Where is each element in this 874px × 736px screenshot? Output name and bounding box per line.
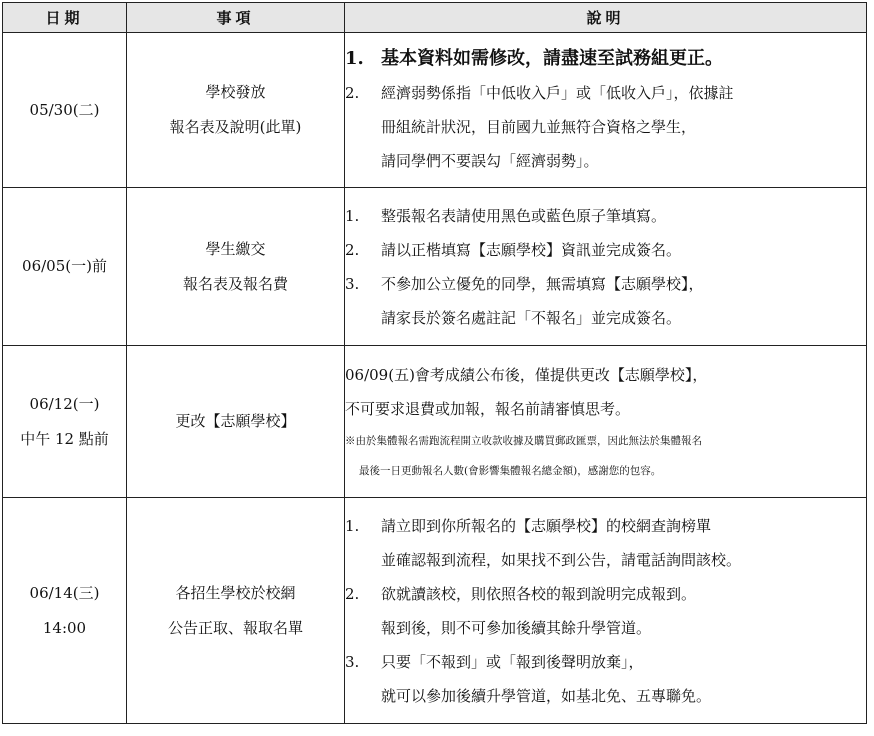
description-line: 不可要求退費或加報，報名前請審慎思考。	[345, 399, 631, 418]
item-text: 不參加公立優免的同學，無需填寫【志願學校】，	[381, 274, 704, 293]
item-continuation: 報到後，則不可參加後續其餘升學管道。	[381, 618, 652, 637]
item-text: 學校發放	[205, 83, 266, 101]
item-number: 2.	[345, 584, 360, 603]
item-continuation: 請同學們不要誤勾「經濟弱勢」。	[381, 152, 599, 170]
list-item	[345, 76, 866, 110]
item-text: 各招生學校於校網	[175, 583, 296, 602]
row-description	[345, 33, 867, 188]
list-item	[345, 577, 866, 611]
item-text: 請以正楷填寫【志願學校】資訊並完成簽名。	[381, 240, 682, 259]
row-item	[127, 33, 345, 188]
header-desc: 說明	[345, 3, 867, 33]
item-continuation: 就可以參加後續升學管道，如基北免、五專聯免。	[381, 686, 712, 705]
row-description	[345, 498, 867, 724]
list-item	[345, 199, 866, 233]
item-number: 2.	[345, 84, 360, 102]
item-number: 1.	[345, 516, 360, 535]
row-item	[127, 498, 345, 724]
item-text: 欲就讀該校，則依照各校的報到說明完成報到。	[381, 584, 697, 603]
item-text: 經濟弱勢係指「中低收入戶」或「低收入戶」，依據註	[381, 84, 734, 102]
list-item	[345, 42, 866, 76]
list-item	[345, 233, 866, 267]
item-text: 整張報名表請使用黑色或藍色原子筆填寫。	[381, 206, 667, 225]
item-text: 報名表及報名費	[182, 274, 288, 293]
item-text: 更改【志願學校】	[175, 412, 296, 430]
item-text: 請立即到你所報名的【志願學校】的校網查詢榜單	[381, 516, 712, 535]
row-date	[3, 188, 127, 346]
item-number: 3.	[345, 652, 360, 671]
date-text: 06/14(三)	[29, 583, 100, 602]
item-continuation: 請家長於簽名處註記「不報名」並完成簽名。	[381, 308, 682, 327]
description-line: 06/09(五)會考成績公布後，僅提供更改【志願學校】，	[345, 365, 708, 384]
table-row	[3, 346, 867, 498]
row-description	[345, 188, 867, 346]
item-number: 1.	[345, 48, 364, 69]
item-text: 報名表及說明(此單)	[169, 118, 302, 136]
header-date: 日期	[3, 3, 127, 33]
row-date	[3, 33, 127, 188]
date-text: 06/12(一)	[29, 394, 100, 413]
item-continuation: 冊組統計狀況，目前國九並無符合資格之學生，	[381, 118, 697, 136]
date-text: 05/30(二)	[29, 100, 100, 119]
row-date	[3, 346, 127, 498]
item-continuation: 並確認報到流程，如果找不到公告，請電話詢問該校。	[381, 550, 742, 569]
table-row	[3, 498, 867, 724]
note-text: ※由於集體報名需跑流程開立收款收據及購買郵政匯票，因此無法於集體報名	[345, 434, 702, 447]
item-text: 公告正取、報取名單	[167, 618, 303, 637]
list-item	[345, 509, 866, 543]
item-number: 2.	[345, 240, 360, 259]
item-number: 3.	[345, 274, 360, 293]
item-number: 1.	[345, 206, 360, 225]
row-item	[127, 188, 345, 346]
item-text: 基本資料如需修改，請盡速至試務組更正。	[381, 48, 723, 69]
row-description	[345, 346, 867, 498]
header-item: 事項	[127, 3, 345, 33]
date-text: 06/05(一)前	[22, 257, 107, 275]
note-text: 最後一日更動報名人數(會影響集體報名總金額)，感謝您的包容。	[359, 464, 662, 477]
item-text: 只要「不報到」或「報到後聲明放棄」，	[381, 652, 644, 671]
row-item	[127, 346, 345, 498]
list-item	[345, 645, 866, 679]
row-date	[3, 498, 127, 724]
date-text: 14:00	[42, 618, 87, 637]
table-row	[3, 33, 867, 188]
schedule-table	[2, 2, 867, 724]
header-row	[3, 3, 867, 33]
table-row	[3, 188, 867, 346]
item-text: 學生繳交	[205, 239, 266, 258]
date-text: 中午 12 點前	[20, 429, 109, 448]
list-item	[345, 267, 866, 301]
